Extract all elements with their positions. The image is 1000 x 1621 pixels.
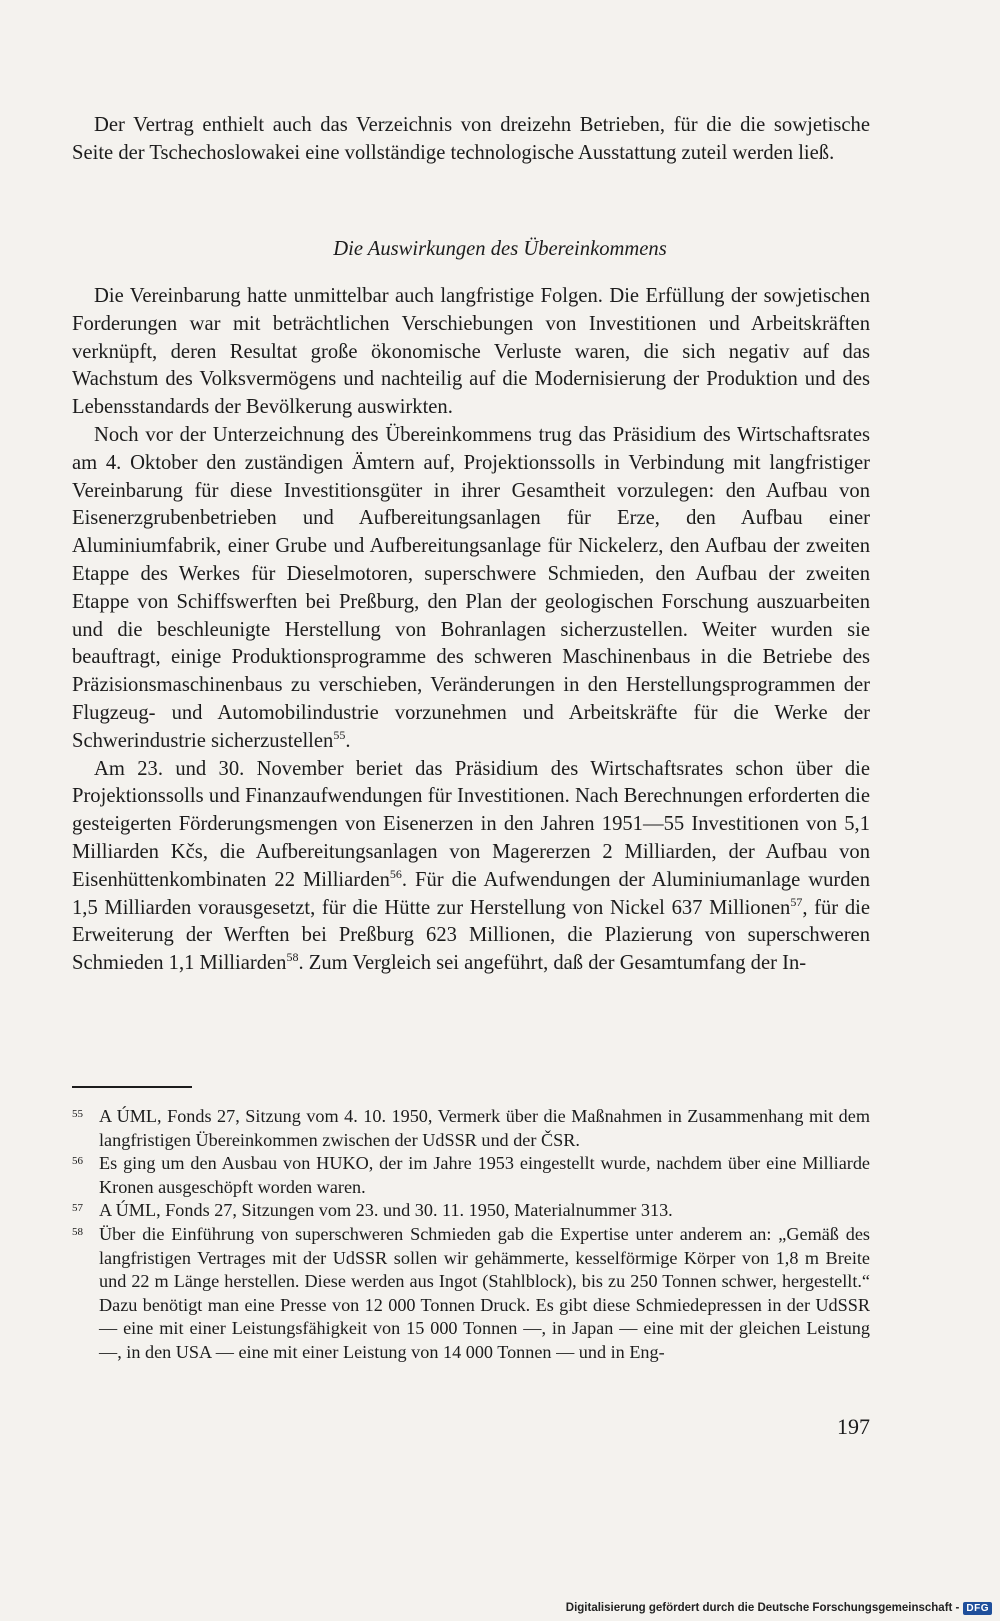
footer-text: Digitalisierung gefördert durch die Deutsche Forschungsgemeinschaft - [565,1602,960,1614]
footnotes [72,1105,870,1365]
footnote-ref-55[interactable]: 55 [333,727,346,742]
footnote-text: A ÚML, Fonds 27, Sitzungen vom 23. und 30. 11. 1950, Materialnummer 313. [99,1200,673,1221]
section-heading: Die Auswirkungen des Übereinkommens [333,238,667,260]
paragraph-3-text-d: . Zum Vergleich sei angeführt, daß der Gesamtumfang der In- [298,952,807,975]
footnote-text: Es ging um den Ausbau von HUKO, der im Jahre 1953 eingestellt wurde, nachdem über eine Milliarde Kronen ausgeschöpft worden waren. [99,1153,870,1197]
body-text [72,283,870,978]
paragraph-3-text-c: , für die Erweiterung der Werften bei Preßburg 623 Millionen, die Plazierung von superschweren Schmieden 1,1 Milliarden [72,896,870,975]
footnote-text: A ÚML, Fonds 27, Sitzung vom 4. 10. 1950, Vermerk über die Maßnahmen in Zusammenhang mit dem langfristigen Übereinkommen zwischen der UdSSR und der ČSR. [99,1106,870,1150]
footnote-ref-57[interactable]: 57 [790,894,803,909]
footnote-number: 57 [72,1202,83,1215]
paragraph-2: Noch vor der Unterzeichnung des Übereinkommens trug das Präsidium des Wirtschaftsrates am 4. Oktober den zuständigen Ämtern auf, Projektionssolls in Verbindung mit langfristiger Vereinbarung für diese Investitionsgüter in ihrer Gesamtheit vorzulegen: den Aufbau von Eisenerzgrubenbetrieben und Aufbereitungsanlagen für Erze, den Aufbau einer Aluminiumfabrik, einer Grube und Aufbereitungsanlage für Nickelerz, den Aufbau der zweiten Etappe des Werkes für Dieselmotoren, superschwere Schmieden, den Aufbau der zweiten Etappe von Schiffswerften bei Preßburg, den Plan der geologischen Forschung auszuarbeiten und die beschleunigte Herstellung von Bohranlagen sicherzustellen. Weiter wurden sie beauftragt, einige Produktionsprogramme des schweren Maschinenbaus in die Betriebe des Präzisionsmaschinenbaus zu verschieben, Veränderungen in den Herstellungsprogrammen der Flugzeug- und Automobilindustrie vorzunehmen und Arbeitskräfte für die Werke der Schwerindustrie sicherzustellen$^{55}$. [72,423,870,752]
intro-text: Der Vertrag enthielt auch das Verzeichnis von dreizehn Betrieben, für die die sowjetische Seite der Tschechoslowakei eine vollständige technologische Ausstattung zuteil werden ließ. [72,114,870,164]
footnote-ref-56[interactable]: 56 [389,866,402,881]
footnote-56 [72,1152,870,1199]
footnote-55 [72,1105,870,1152]
footnote-58 [72,1223,870,1365]
footnote-57 [72,1199,870,1223]
footnote-text: Über die Einführung von superschweren Schmieden gab die Expertise unter anderem an: „Gemäß des langfristigen Vertrages mit der UdSSR sollen wir gehämmerte, kesselförmige Körper von 1,8 m Breite und 22 m Länge herstellen. Diese werden aus Ingot (Stahlblock), bis zu 250 Tonnen schwer, hergestellt.“ Dazu benötigt man eine Presse von 12 000 Tonnen Druck. Es gibt diese Schmiedepressen in der UdSSR — eine mit einer Leistungsfähigkeit von 15 000 Tonnen —, in Japan — eine mit der gleichen Leistung —, in den USA — eine mit einer Leistung von 14 000 Tonnen — und in Eng- [99,1223,870,1362]
footnote-number: 58 [72,1225,83,1238]
footnote-divider [72,1086,192,1088]
paragraph-2-text: Noch vor der Unterzeichnung des Übereinkommens trug das Präsidium des Wirtschaftsrates am 4. Oktober den zuständigen Ämtern auf, Projektionssolls in Verbindung mit langfristiger Vereinbarung für diese Investitionsgüter in ihrer Gesamtheit vorzulegen: den Aufbau von Eisenerzgrubenbetrieben und Aufbereitungsanlagen für Erze, den Aufbau einer Aluminiumfabrik, einer Grube und Aufbereitungsanlage für Nickelerz, den Aufbau der zweiten Etappe des Werkes für Dieselmotoren, superschwere Schmieden, den Aufbau der zweiten Etappe von Schiffswerften bei Preßburg, den Plan der geologischen Forschung auszuarbeiten und die beschleunigte Herstellung von Bohranlagen sicherzustellen. Weiter wurden sie beauftragt, einige Produktionsprogramme des schweren Maschinenbaus in die Betriebe des Präzisionsmaschinenbaus zu verschieben, Veränderungen in den Herstellungsprogrammen der Flugzeug- und Automobilindustrie vorzunehmen und Arbeitskräfte für die Werke der Schwerindustrie sicherzustellen [72,423,870,752]
footnote-ref-58[interactable]: 58 [286,950,299,965]
footnote-number: 56 [72,1155,83,1168]
page-number: 197 [837,1414,870,1439]
footnote-number: 55 [72,1108,83,1120]
paragraph-1: Die Vereinbarung hatte unmittelbar auch langfristige Folgen. Die Erfüllung der sowjetischen Forderungen war mit beträchtlichen Verschiebungen von Investitionen und Arbeitskräften verknüpft, deren Resultat große ökonomische Verluste waren, die sich negativ auf das Wachstum des Volksvermögens und nachteilig auf die Modernisierung der Produktion und des Lebensstandards der Bevölkerung auswirkten. [72,285,870,419]
paragraph-3: Am 23. und 30. November beriet das Präsidium des Wirtschaftsrates schon über die Projektionssolls und Finanzaufwendungen für Investitionen. Nach Berechnungen erforderten die gesteigerten Förderungsmengen von Eisenerzen in den Jahren 1951—55 Investitionen von 5,1 Milliarden Kčs, die Aufbereitungsanlagen von Magererzen 2 Milliarden, der Aufbau von Eisenhüttenkombinaten 22 Milliarden$^{56}$. Für die Aufwendungen der Aluminiumanlage wurden 1,5 Milliarden vorausgesetzt, für die Hütte zur Herstellung von Nickel 637 Millionen$^{57}$, für die Erweiterung der Werften bei Preßburg 623 Millionen, die Plazierung von superschweren Schmieden 1,1 Milliarden$^{58}$. Zum Vergleich sei angeführt, daß der Gesamtumfang der In- [72,757,870,975]
digitization-footer [566,1599,992,1617]
paragraph-3-text-a: Am 23. und 30. November beriet das Präsidium des Wirtschaftsrates schon über die Projektionssolls und Finanzaufwendungen für Investitionen. Nach Berechnungen erforderten die gesteigerten Förderungsmengen von Eisenerzen in den Jahren 1951—55 Investitionen von 5,1 Milliarden Kčs, die Aufbereitungsanlagen von Magererzen 2 Milliarden, der Aufbau von Eisenhüttenkombinaten 22 Milliarden [72,757,870,891]
paragraph-3-text-b: Für die Aufwendungen der Aluminiumanlage wurden 1,5 Milliarden vorausgesetzt, für die Hütte zur Herstellung von Nickel 637 Millionen [72,868,870,919]
dfg-logo: DFG [963,1602,992,1615]
intro-paragraph [72,112,870,168]
